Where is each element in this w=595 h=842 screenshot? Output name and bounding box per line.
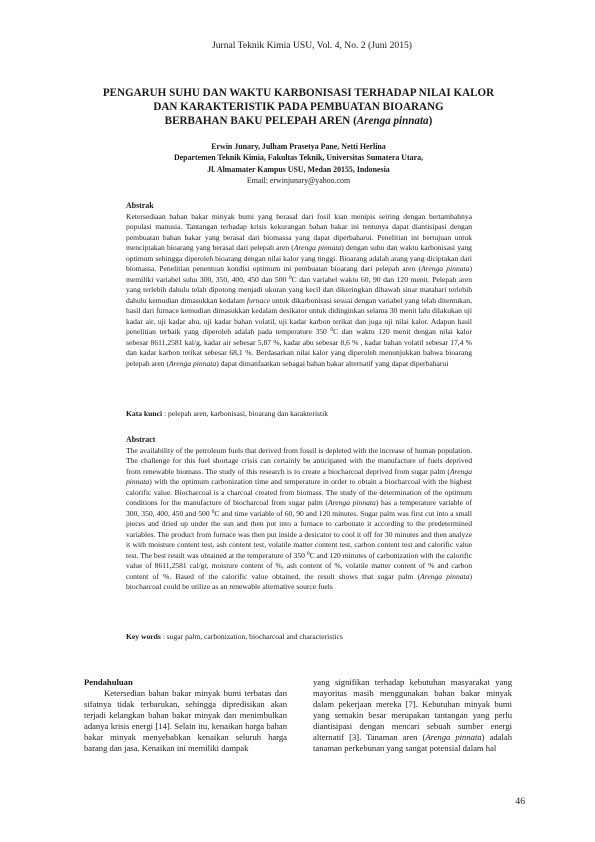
body-column-left xyxy=(84,677,287,754)
body-column-right xyxy=(313,677,512,754)
journal-header: Jurnal Teknik Kimia USU, Vol. 4, No. 2 (Juni 2015) xyxy=(212,40,412,51)
abstract-text: The availability of the petroleum fuels that derived from fossil is depleted with the increase of human population. The challenge for this fuel shortage crisis can certainly be anticipated with the manufacture of fuels deprived from renewable biomass. The study of this research is to create a biocharcoal deprived from sugar palm (Arenga pinnata) with the optimum carbonization time and temperature in order to obtain a biocharcoal with the highest calorific value. Biocharcoal is a charcoal created from biomass. The study of the determination of the optimum conditions for the manufacture of biocharcoal from sugar palm (Arenga pinnata) has a temperature variable of 300, 350, 400, 450 and 500 $^0$C and time variable of 60, 90 and 120 minutes. Sugar palm was first cut into a small pieces and dried up under the sun and then put into a furnace to carbonate it according to the predetermined variables. The product from furnace was then put inside a desicator to cool it off for 30 minutes and then analyze it with moisture content test, ash content test, volatile matter content test, carbon content test and calorific value test. The best result was obtained at the temperature of 350 $^0$C and 120 minutes of carbonization with the calorific value of 8611,2581 cal/gr, moisture content of %, ash content of %, volatile matter content of % and carbon content of %. Based of the calorific value obtained, the result shows that sugar palm (Arenga pinnata) biocharcoal could be utilize as an renewable alternative source fuels xyxy=(126,445,472,591)
keywords-text: : sugar palm, carbonization, biocharcoal and characteristics xyxy=(160,632,343,641)
abstrak-heading: Abstrak xyxy=(126,201,154,210)
title-line-3 xyxy=(60,114,537,128)
kata-kunci-text: : pelepah aren, karbonisasi, bioarang dan karakteristik xyxy=(162,409,329,418)
title-line-1: PENGARUH SUHU DAN WAKTU KARBONISASI TERHADAP NILAI KALOR xyxy=(102,87,495,99)
title-species: Arenga pinnata xyxy=(356,115,429,127)
author-email[interactable]: Email: erwinjunary@yahoo.com xyxy=(246,175,351,185)
keywords-label: Key words xyxy=(126,632,161,641)
body-paragraph-right: yang signifikan terhadap kebutuhan masyarakat yang mayoritas masih menggunakan bahan bakar minyak dalam pekerjaan mereka [7]. Kebutuhan minyak bumi yang semakin besar merupakan tantangan yang perlu diantisipasi dengan mencari sebuah sumber energi alternatif [3]. Tanaman aren (Arenga pinnata) adalah tanaman perkebunan yang sangat potensial dalam hal xyxy=(313,677,512,754)
title-line-2: DAN KARAKTERISTIK PADA PEMBUATAN BIOARANG xyxy=(153,101,444,113)
title-line-3-close: ) xyxy=(428,115,433,127)
title-line-3-text: BERBAHAN BAKU PELEPAH AREN ( xyxy=(164,115,357,127)
author-address: Jl. Almamater Kampus USU, Medan 20155, Indonesia xyxy=(207,164,390,174)
keywords xyxy=(126,632,472,643)
author-department: Departemen Teknik Kimia, Fakultas Teknik, Universitas Sumatera Utara, xyxy=(173,153,423,163)
paper-title xyxy=(60,86,537,128)
kata-kunci xyxy=(126,409,472,420)
author-names: Erwin Junary, Julham Prasetya Pane, Netti Herlina xyxy=(211,142,386,151)
page-number: 46 xyxy=(515,796,525,807)
abstrak-section xyxy=(126,201,472,369)
kata-kunci-label: Kata kunci xyxy=(126,409,163,418)
abstrak-text: Ketersediaan bahan bakar minyak bumi yang berasal dari fosil kian menipis seiring dengan bertambahnya populasi manusia. Tantangan terhadap krisis kekurangan bahan bakar ini tentunya dapat diantisipasi dengan pembuatan bahan bakar yang berasal dari biomassa yang dapat diperbaharui. Penelitian ini bertujuan untuk menciptakan bioarang yang berasal dari pelepah aren (Arenga pinnata) dengan suhu dan waktu karbonisasi yang optimum sehingga diperoleh bioarang dengan nilai kalor yang tinggi. Bioarang adalah arang yang diciptakan dari biomassa. Penelitian penentuan kondisi optimum ini pembuatan bioarang dari pelepah aren (Arenga pinnata) memiliki variabel suhu 300, 350, 400, 450 dan 500 $^0$C dan variabel waktu 60, 90 dan 120 menit. Pelepah aren yang terlebih dahulu telah dipotong menjadi ukuran yang kecil dan dikeringkan dibawah sinar matahari terlebih dahulu kemudian dimasukkan kedalam furnace untuk dikarbonisasi sesuai dengan variabel yang telah ditentukan, hasil dari furnace kemudian dimasukkan kedalam desikator untuk didinginkan selama 30 menit lalu dilakukan uji kadar air, uji kadar abu, uji kadar bahan volatil, uji kadar karbon terikat dan juga uji nilai kalor. Adapun hasil penelitian terbaik yang diperoleh adalah pada temperature 350 $^0$C dan waktu 120 menit dengan nilai kalor sebesar 8611,2581 kal/g, kadar air sebesar 5,87 %, kadar abu sebesar 8,6 % , kadar bahan volatil sebesar 17,4 % dan kadar karbon terikat sebesar 68,1 %. Berdasarkan nilai kalor yang diperoleh menunjukkan bahwa bioarang pelepah aren (Arenga pinnata) dapat dimanfaatkan sebagai bahan bakar alternatif yang dapat diperbaharui xyxy=(126,211,473,368)
author-block xyxy=(60,141,537,186)
abstract-section xyxy=(126,435,472,593)
section-heading-pendahuluan: Pendahuluan xyxy=(84,677,133,687)
body-paragraph-left: Ketersedian bahan bakar minyak bumi terbatas dan sifatnya tidak terbarukan, sehingga dipredisikan akan terjadi kelangkan bahan bakar minyak dan menimbulkan adanya krisis energi [14]. Selain itu, kenaikan harga bahan bakar minyak menyebabkan kenaikan seluruh harga barang dan jasa. Kenaikan ini memiliki dampak xyxy=(84,688,287,754)
abstract-heading: Abstract xyxy=(126,435,156,444)
